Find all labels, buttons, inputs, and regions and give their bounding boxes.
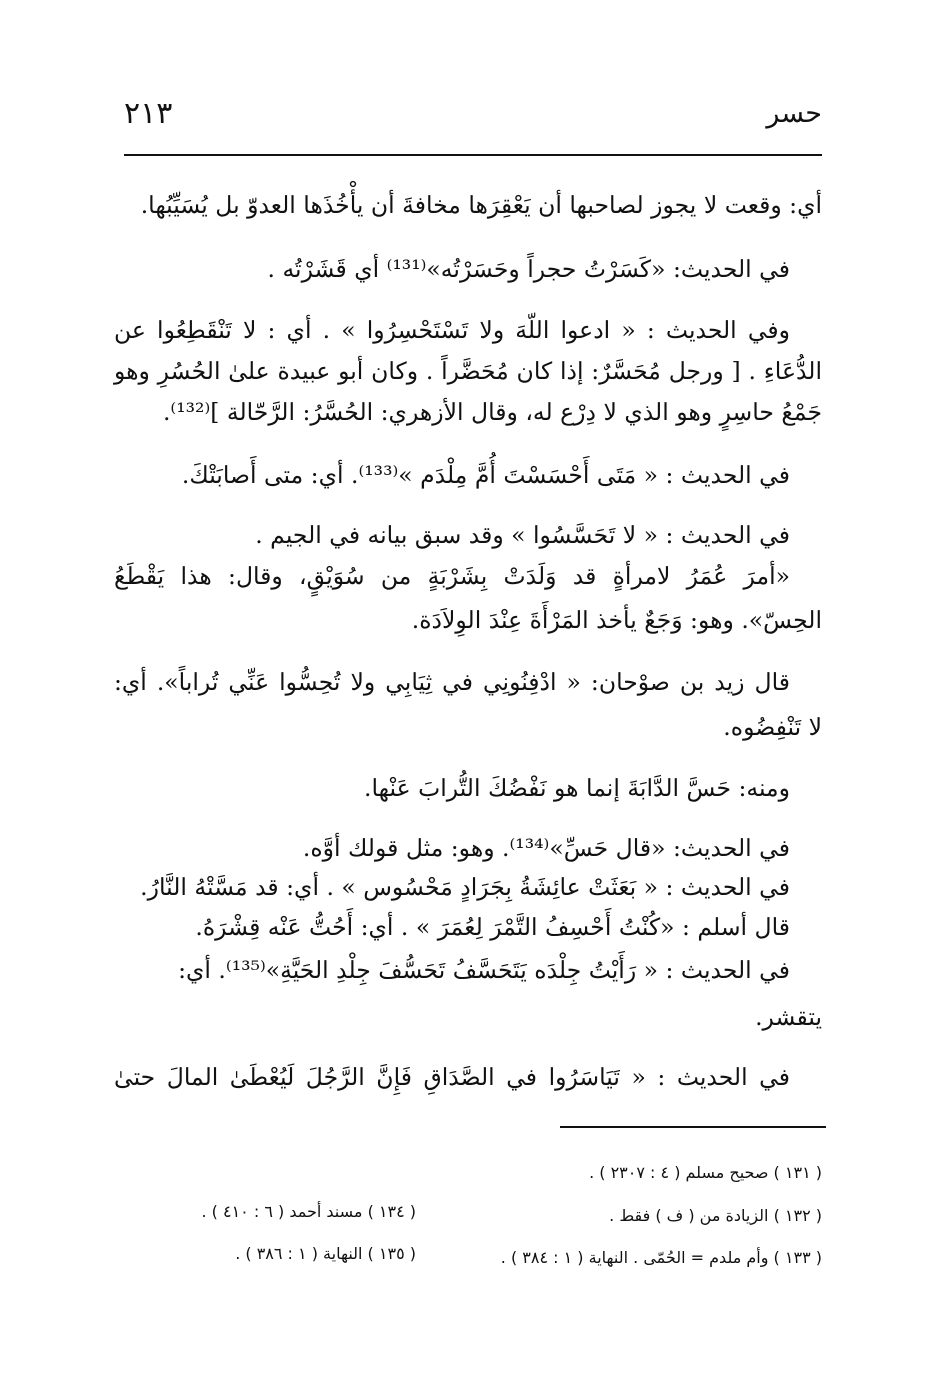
text-line: في الحديث : « بَعَثَتْ عائِشَةُ بِجَرَادٍ مَحْسُوس » . أي: قد مَسَّتْهُ النَّارُ.: [140, 873, 790, 901]
text-line: الحِسّ». وهو: وَجَعٌ يأخذ المَرْأَةَ عِنْدَ الوِلاَدَة.: [411, 606, 822, 634]
footnote-135: ( ١٣٥ ) النهاية ( ١ : ٣٨٦ ) .: [235, 1244, 416, 1263]
text-line: في الحديث : « مَتَى أَحْسَسْتَ أُمَّ مِلْدَم »⁽¹³³⁾. أي: متى أَصابَتْكَ.: [181, 461, 790, 489]
text-line: في الحديث: «كَسَرْتُ حجراً وحَسَرْتُه»⁽¹³¹⁾ أي قَشَرْتُه .: [267, 255, 790, 283]
text-line: قال زيد بن صوْحان: « ادْفِنُونِي في ثِيَابِي ولا تُحِسُّوا عَنِّي تُراباً». أي:: [114, 668, 790, 696]
text-line: في الحديث: «قال حَسِّ»⁽¹³⁴⁾. وهو: مثل قولك أوَّه.: [302, 834, 790, 862]
text-line: لا تَنْفِضُوه.: [723, 713, 822, 741]
text-line: ومنه: حَسَّ الدَّابَةَ إنما هو نَفْضُكَ التُّرابَ عَنْها.: [364, 774, 790, 802]
footnote-133: ( ١٣٣ ) وأم ملدم = الحُمّى . النهاية ( ١ : ٣٨٤ ) .: [500, 1248, 822, 1267]
text-line: جَمْعُ حاسِرٍ وهو الذي لا دِرْع له، وقال الأزهري: الحُسَّرُ: الرَّحّالة ]⁽¹³²⁾.: [162, 398, 822, 426]
text-line: الدُّعَاءِ . [ ورجل مُحَسَّرٌ: إذا كان مُحَضَّراً . وكان أبو عبيدة علىٰ الحُسُرِ وهو: [114, 357, 822, 385]
footnote-132: ( ١٣٢ ) الزيادة من ( ف ) فقط .: [609, 1206, 822, 1225]
footnote-134: ( ١٣٤ ) مسند أحمد ( ٦ : ٤١٠ ) .: [201, 1202, 416, 1221]
text-line: في الحديث : « تَيَاسَرُوا في الصَّدَاقِ فَإِنَّ الرَّجُلَ لَيُعْطَىٰ المالَ حتىٰ: [114, 1063, 790, 1091]
page-header: [124, 98, 822, 156]
footnote-divider: [560, 1126, 826, 1128]
text-line: يتقشر.: [755, 1003, 822, 1031]
text-line: أي: وقعت لا يجوز لصاحبها أن يَعْقِرَها مخافةَ أن يأْخُذَها العدوّ بل يُسَيِّبُها.: [140, 191, 822, 219]
text-line: في الحديث : « رَأَيْتُ جِلْدَه يَتَحَسَّفُ تَحَسُّفَ جِلْدِ الحَيَّةِ»⁽¹³⁵⁾. أي:: [178, 956, 790, 984]
text-line: قال أسلم : «كُنْتُ أَحْسِفُ التَّمْرَ لِعُمَرَ » . أي: أَحُتُّ عَنْه قِشْرَهُ.: [195, 913, 790, 941]
entry-word-heading: حسر: [766, 98, 822, 129]
page-number: ٢١٣: [124, 96, 173, 131]
text-line: في الحديث : « لا تَحَسَّسُوا » وقد سبق بيانه في الجيم .: [255, 521, 790, 549]
footnote-131: ( ١٣١ ) صحيح مسلم ( ٤ : ٢٣٠٧ ) .: [589, 1163, 822, 1182]
text-line: «أمرَ عُمَرُ لامرأةٍ قد وَلَدَتْ بِشَرْبَةٍ من سُوَيْقٍ، وقال: هذا يَقْطَعُ: [114, 562, 790, 590]
text-line: وفي الحديث : « ادعوا اللّهَ ولا تَسْتَحْسِرُوا » . أي : لا تَنْقَطِعُوا عن: [114, 316, 790, 344]
